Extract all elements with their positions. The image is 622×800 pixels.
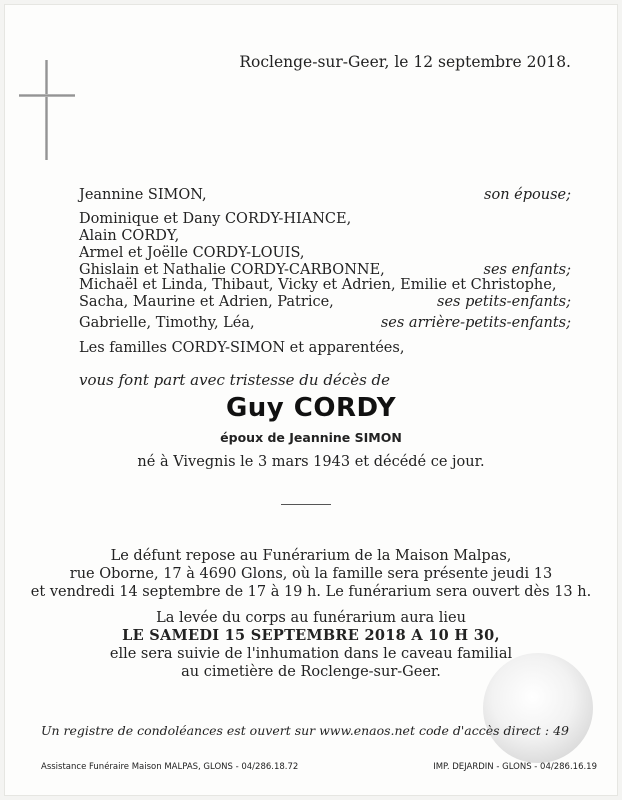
footer-funeral-home: Assistance Funéraire Maison MALPAS, GLONS - 04/286.18.72 [41, 762, 299, 772]
family-name-line: Michaël et Linda, Thibaut, Vicky et Adrien, Emilie et Christophe, [79, 277, 557, 293]
spouse-line: époux de Jeannine SIMON [220, 430, 402, 445]
family-name-line: Dominique et Dany CORDY-HIANCE, [79, 211, 352, 227]
obituary-card [4, 4, 618, 796]
footer-printer: IMP. DEJARDIN - GLONS - 04/286.16.19 [433, 762, 597, 772]
cross-icon [45, 60, 48, 160]
family-row-relatives [79, 340, 571, 357]
family-relation: son épouse; [484, 187, 571, 203]
family-name-line: Sacha, Maurine et Adrien, Patrice, [79, 294, 334, 310]
cross-icon-bar [19, 94, 75, 97]
family-row-spouse [79, 187, 571, 204]
visitation-line: Le défunt repose au Funérarium de la Maison Malpas, [110, 548, 512, 564]
visitation-line: et vendredi 14 septembre de 17 à 19 h. Le funérarium sera ouvert dès 13 h. [30, 584, 592, 600]
family-name-line: Les familles CORDY-SIMON et apparentées, [79, 340, 405, 356]
ceremony-paragraph [5, 609, 617, 681]
family-name-line: Jeannine SIMON, [79, 187, 207, 203]
family-name-line: Alain CORDY, [79, 228, 180, 244]
family-row-grandchildren [79, 277, 571, 311]
ceremony-line: au cimetière de Roclenge-sur-Geer. [181, 664, 441, 680]
family-name-line: Gabrielle, Timothy, Léa, [79, 315, 255, 331]
family-row-great-grandchildren [79, 315, 571, 332]
family-relation: ses arrière-petits-enfants; [380, 315, 571, 331]
condolence-registry: Un registre de condoléances est ouvert sur www.enaos.net code d'accès direct : 49 [41, 723, 569, 738]
visitation-line: rue Oborne, 17 à 4690 Glons, où la famille sera présente jeudi 13 [69, 566, 553, 582]
divider [281, 504, 331, 505]
visitation-paragraph [5, 547, 617, 601]
family-name-line: Armel et Joëlle CORDY-LOUIS, [79, 245, 305, 261]
place-date: Roclenge-sur-Geer, le 12 septembre 2018. [239, 53, 571, 71]
deceased-name: Guy CORDY [225, 393, 397, 423]
family-relation: ses petits-enfants; [437, 294, 571, 310]
announcement-intro: vous font part avec tristesse du décès de [79, 371, 391, 389]
ceremony-line: La levée du corps au funérarium aura lieu [156, 610, 466, 626]
ceremony-date: LE SAMEDI 15 SEPTEMBRE 2018 A 10 H 30, [122, 627, 500, 644]
family-relation: ses enfants; [483, 262, 571, 278]
family-row-children [79, 211, 571, 279]
family-name-line: Ghislain et Nathalie CORDY-CARBONNE, [79, 262, 385, 278]
ceremony-line: elle sera suivie de l'inhumation dans le caveau familial [109, 646, 513, 662]
birth-line: né à Vivegnis le 3 mars 1943 et décédé ce jour. [137, 454, 485, 470]
